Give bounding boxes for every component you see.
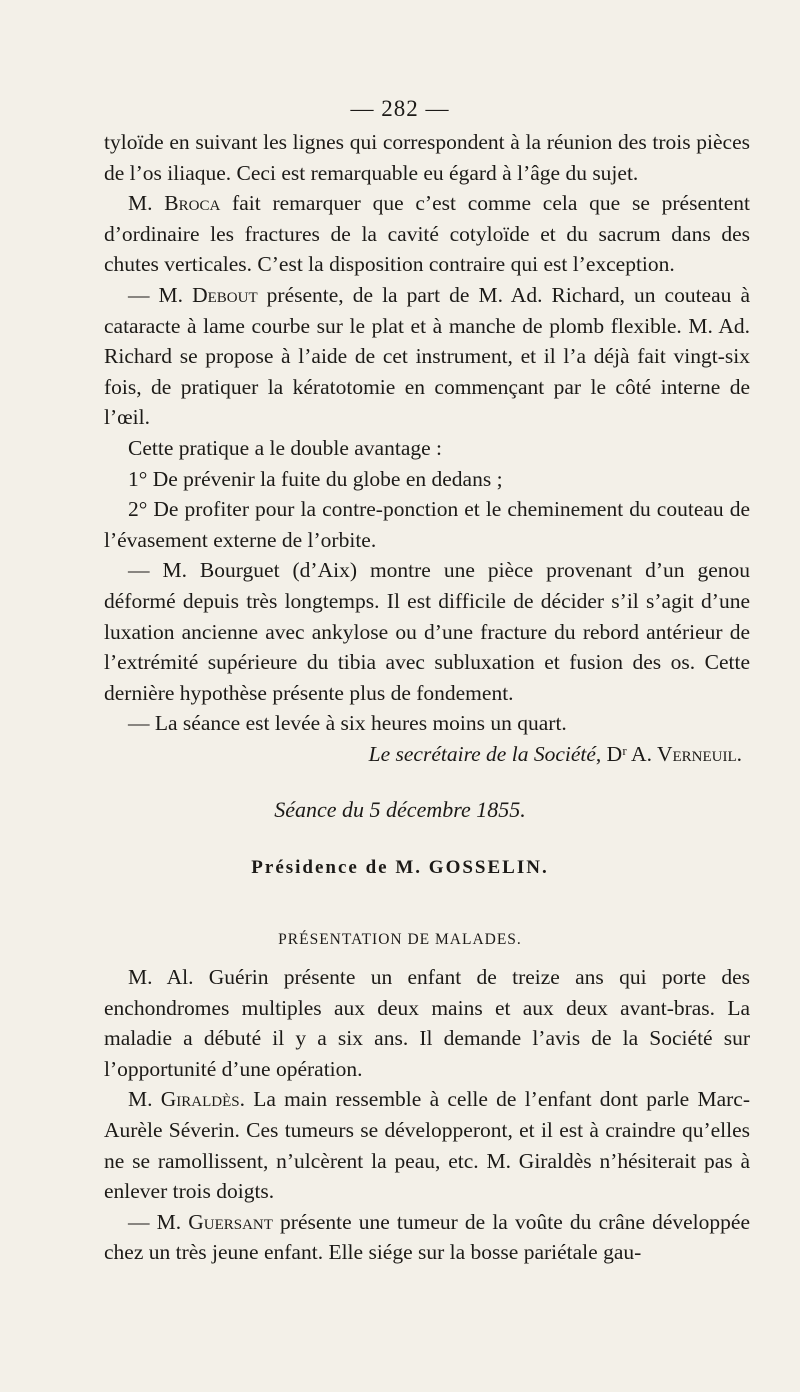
- paragraph: Cette pratique a le double avantage :: [128, 435, 443, 460]
- paragraph: — M. Bourguet (d’Aix) montre une pièce provenant d’un genou déformé depuis très longtemps. Il est difficile de décider s’il s’agit d’une luxation ancienne avec ankylose ou d’une fracture du rebord antérieur de l’extrémité supérieure du tibia avec subluxation et fusion des os. Cette dernière hypothèse présente plus de fondement.: [104, 558, 750, 705]
- person-name: Debout: [192, 282, 258, 307]
- text: fait remarquer que c’est comme cela que se présentent d’ordinaire les fractures de la cavité cotyloïde et du sacrum dans des chutes verticales. C’est la disposition contraire qui est l’exception.: [104, 191, 750, 277]
- signature-title: Le secrétaire de la Société: [368, 741, 596, 766]
- text-block-bottom: [104, 962, 750, 1268]
- person-name: Broca: [164, 191, 221, 216]
- text: présente une tumeur de la voûte du crâne développée chez un très jeune enfant. Elle siége sur la bosse pariétale gau-: [104, 1209, 750, 1265]
- paragraph: M. Al. Guérin présente un enfant de treize ans qui porte des enchondromes multiples aux deux mains et aux deux avant-bras. La maladie a débuté il y a six ans. Il demande l’avis de la Société sur l’opportunité d’une opération.: [104, 965, 750, 1081]
- presidency-line: Présidence de M. GOSSELIN.: [251, 857, 549, 878]
- person-name: Guersant: [188, 1209, 273, 1234]
- text: — M.: [128, 282, 193, 307]
- list-item: 2° De profiter pour la contre-ponction et le cheminement du couteau de l’évasement externe de l’orbite.: [104, 497, 750, 552]
- person-name: Giraldès: [160, 1087, 240, 1112]
- paragraph: [104, 1207, 750, 1268]
- paragraph: [104, 188, 750, 280]
- page-number: — 282 —: [350, 96, 450, 121]
- text: . La main ressemble à celle de l’enfant dont parle Marc-Aurèle Séverin. Ces tumeurs se développeront, et il est à craindre qu’elles ne se ramollissent, n’ulcèrent la peau, etc. M. Giraldès n’hésiterait pas à enlever trois doigts.: [104, 1087, 750, 1204]
- signature: [104, 739, 750, 770]
- section-heading: PRÉSENTATION DE MALADES.: [278, 931, 522, 948]
- list-item: 1° De prévenir la fuite du globe en dedans ;: [128, 466, 503, 491]
- paragraph: [104, 1084, 750, 1206]
- text-block-top: [104, 127, 750, 769]
- paragraph: tyloïde en suivant les lignes qui correspondent à la réunion des trois pièces de l’os iliaque. Ceci est remarquable eu égard à l’âge du sujet.: [104, 130, 750, 185]
- text: M.: [128, 1087, 161, 1112]
- signature-sep: , Dʳ A.: [595, 741, 657, 766]
- text: présente, de la part de M. Ad. Richard, un couteau à cataracte à lame courbe sur le plat et à manche de plomb flexible. M. Ad. Richard se propose à l’aide de cet instrument, et il l’a déjà fait vingt-six fois, de pratiquer la kératotomie en commençant par le côté interne de l’œil.: [104, 282, 750, 430]
- text: — M.: [128, 1209, 189, 1234]
- signature-name: Verneuil.: [656, 741, 742, 766]
- paragraph: [104, 280, 750, 433]
- paragraph: — La séance est levée à six heures moins un quart.: [128, 711, 567, 736]
- text: M.: [128, 191, 165, 216]
- session-title: Séance du 5 décembre 1855.: [274, 797, 526, 822]
